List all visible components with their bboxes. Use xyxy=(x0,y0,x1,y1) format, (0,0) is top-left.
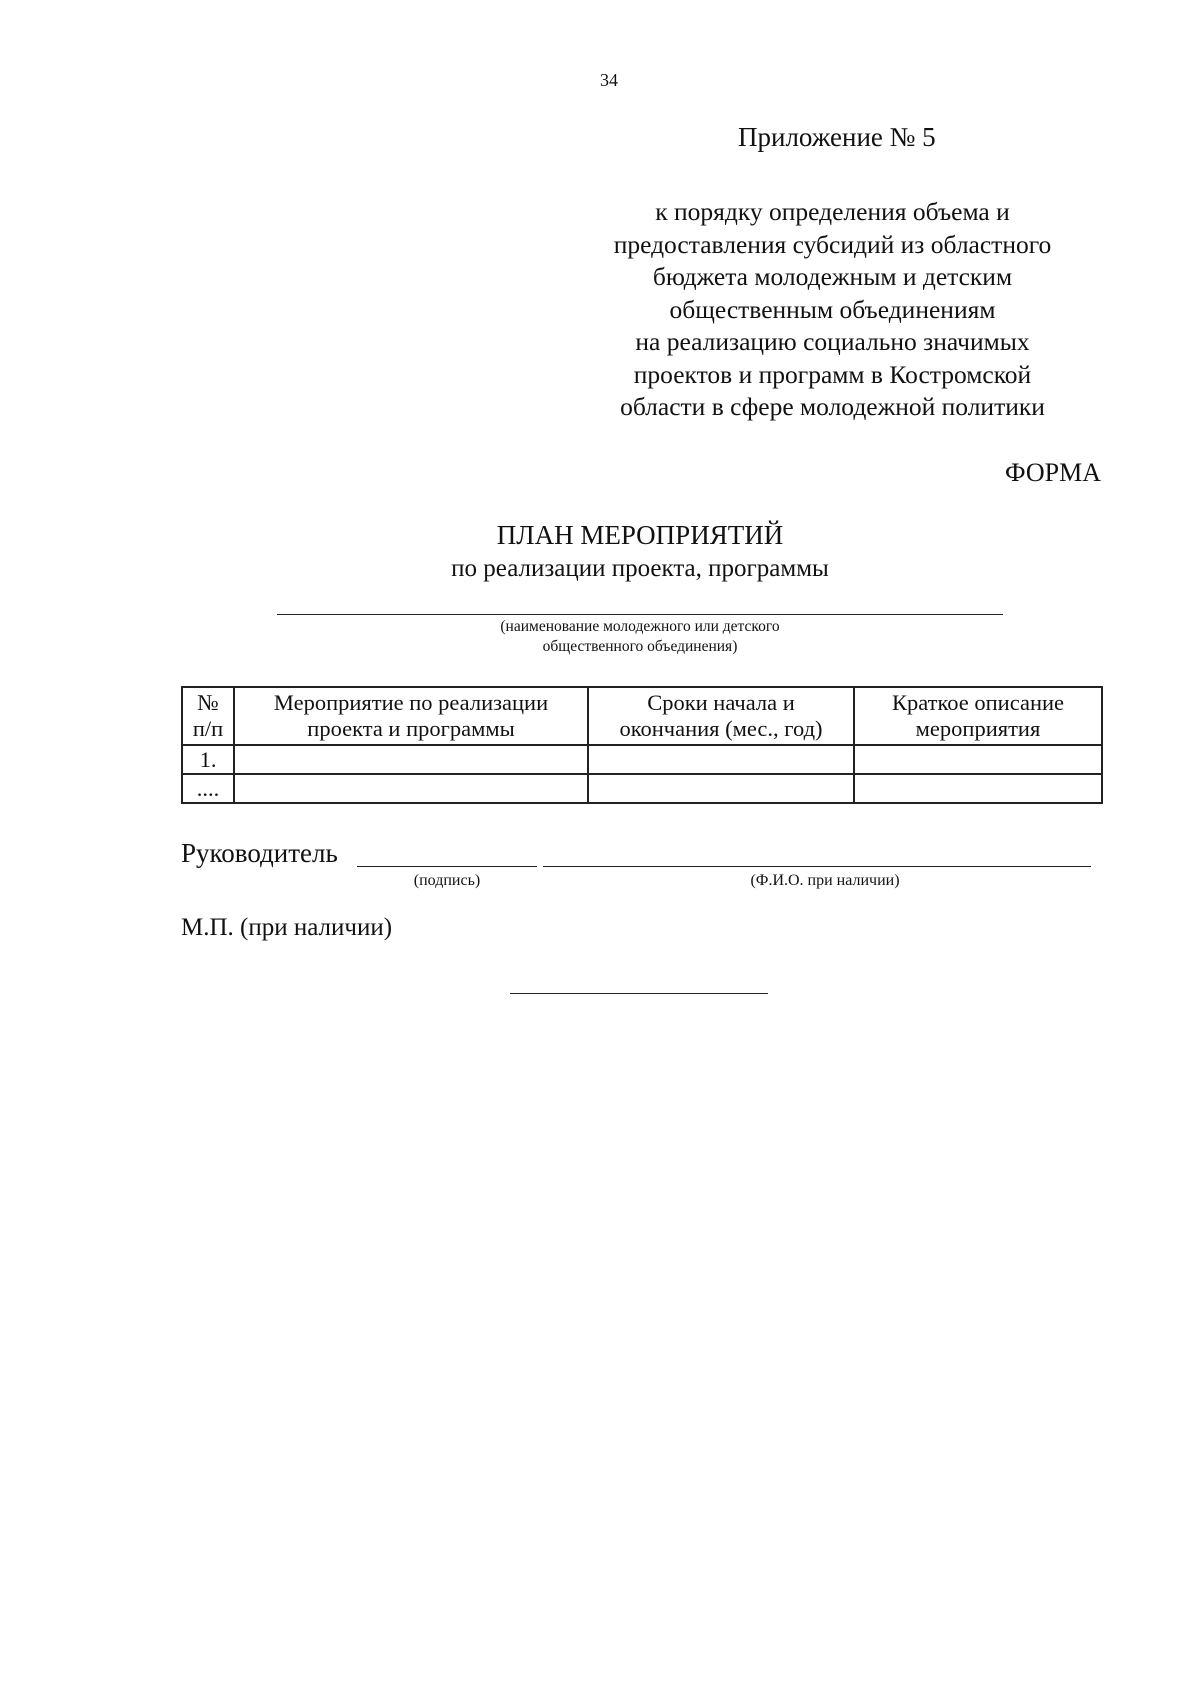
appendix-reference-line: к порядку определения объема и xyxy=(655,197,1010,226)
table-cell xyxy=(588,745,854,774)
table-header-row xyxy=(182,687,1102,745)
appendix-title: Приложение № 5 xyxy=(738,122,936,152)
plan-table xyxy=(181,686,1103,804)
seal-note: М.П. (при наличии) xyxy=(181,914,393,941)
signature-caption: (подпись) xyxy=(413,872,481,889)
table-row xyxy=(182,745,1102,774)
column-header-dates xyxy=(588,687,854,745)
table-cell: 1. xyxy=(182,745,234,774)
table-row xyxy=(182,774,1102,803)
table-cell xyxy=(234,745,588,774)
table-cell xyxy=(854,745,1102,774)
appendix-reference-line: бюджета молодежным и детским xyxy=(652,262,1013,291)
caption-line: общественного объединения) xyxy=(542,638,738,655)
caption-line: (наименование молодежного или детского xyxy=(500,618,780,635)
header-line: п/п xyxy=(192,716,224,741)
header-line: № xyxy=(197,690,219,715)
header-line: Краткое описание xyxy=(891,690,1065,715)
page-number: 34 xyxy=(600,70,618,90)
full-name-caption: (Ф.И.О. при наличии) xyxy=(750,872,900,889)
form-label: ФОРМА xyxy=(1005,458,1101,487)
header-line: окончания (мес., год) xyxy=(619,716,823,741)
end-of-document-line xyxy=(510,993,768,994)
appendix-reference-line: общественным объединениям xyxy=(669,294,996,324)
header-line: Мероприятие по реализации xyxy=(273,690,549,715)
appendix-reference-line: области в сфере молодежной политики xyxy=(620,392,1045,421)
column-header-event xyxy=(234,687,588,745)
organization-name-caption xyxy=(400,617,880,657)
header-line: мероприятия xyxy=(915,716,1041,741)
table-cell: .... xyxy=(182,774,234,803)
organization-name-line xyxy=(277,614,1003,615)
head-label: Руководитель xyxy=(181,838,338,868)
signature-line xyxy=(357,866,537,867)
plan-subtitle: по реализации проекта, программы xyxy=(451,555,829,582)
appendix-reference xyxy=(560,196,1105,424)
column-header-number xyxy=(182,687,234,745)
table-cell xyxy=(854,774,1102,803)
header-line: Сроки начала и xyxy=(647,690,795,715)
column-header-description xyxy=(854,687,1102,745)
full-name-line xyxy=(543,866,1091,867)
header-line: проекта и программы xyxy=(307,716,515,741)
plan-title: ПЛАН МЕРОПРИЯТИЙ xyxy=(496,520,784,550)
appendix-reference-line: проектов и программ в Костромской xyxy=(633,359,1032,389)
table-cell xyxy=(588,774,854,803)
table-cell xyxy=(234,774,588,803)
appendix-reference-line: предоставления субсидий из областного xyxy=(613,229,1052,259)
appendix-reference-line: на реализацию социально значимых xyxy=(635,327,1030,356)
